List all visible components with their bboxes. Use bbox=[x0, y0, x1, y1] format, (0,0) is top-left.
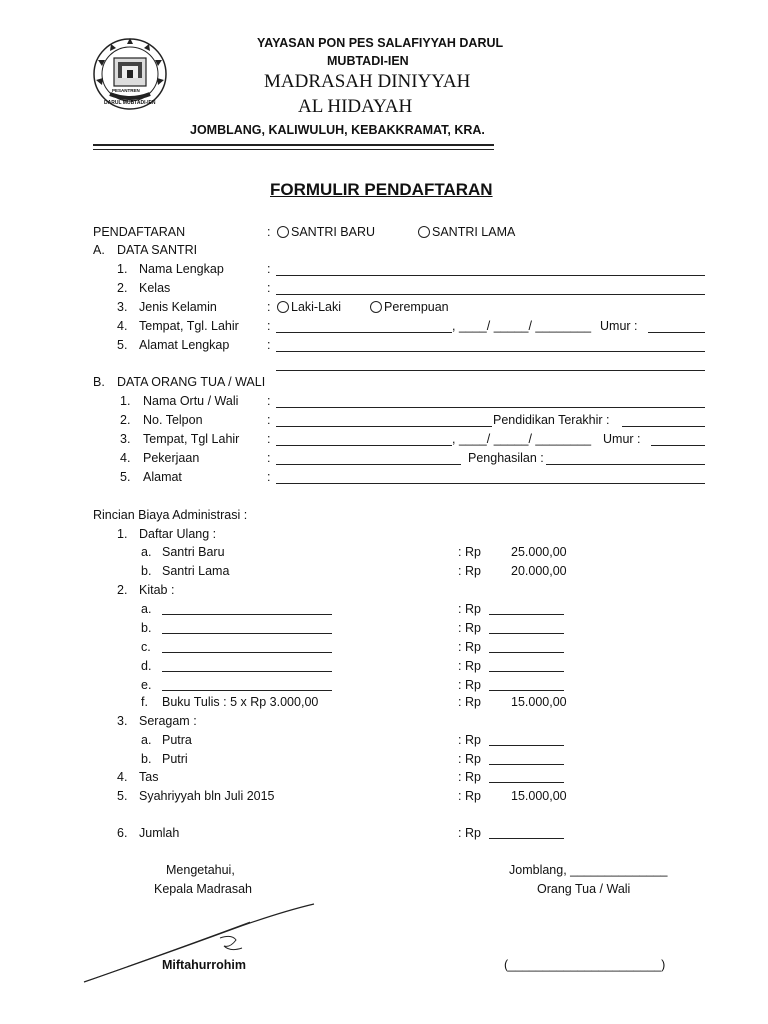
kitab-name-field[interactable] bbox=[162, 652, 332, 653]
option-laki-laki-label: Laki-Laki bbox=[291, 300, 342, 314]
kitab-name-field[interactable] bbox=[162, 671, 332, 672]
option-santri-baru-label: SANTRI BARU bbox=[291, 225, 376, 239]
kitab-letter: a. bbox=[141, 602, 152, 616]
fee-rp: : Rp bbox=[458, 545, 481, 559]
fee-amount: 20.000,00 bbox=[511, 564, 567, 578]
kitab-name-field[interactable] bbox=[162, 690, 332, 691]
header-divider-thick bbox=[93, 144, 494, 146]
ortu-tanggal-lahir-field[interactable]: , ____/ _____/ ________ bbox=[452, 432, 592, 446]
fee-group-num: 5. bbox=[117, 789, 128, 803]
radio-santri-baru[interactable] bbox=[277, 226, 289, 238]
fee-group-num: 6. bbox=[117, 826, 128, 840]
section-a-item-num: 4. bbox=[117, 319, 128, 333]
fee-item-label: Putra bbox=[162, 733, 192, 747]
fee-group-label: Syahriyyah bln Juli 2015 bbox=[139, 789, 275, 803]
fee-rp: : Rp bbox=[458, 602, 481, 616]
form-title: FORMULIR PENDAFTARAN bbox=[270, 180, 493, 199]
fee-rp: : Rp bbox=[458, 564, 481, 578]
section-b-item-label: No. Telpon bbox=[143, 413, 203, 427]
kitab-letter: f. bbox=[141, 695, 148, 709]
option-laki-laki[interactable] bbox=[277, 300, 341, 314]
registration-colon: : bbox=[267, 225, 271, 239]
fee-group-label: Kitab : bbox=[139, 583, 175, 597]
fee-group-num: 1. bbox=[117, 527, 128, 541]
colon: : bbox=[267, 451, 271, 465]
radio-santri-lama[interactable] bbox=[418, 226, 430, 238]
fee-rp: : Rp bbox=[458, 752, 481, 766]
section-b-heading: DATA ORANG TUA / WALI bbox=[117, 375, 266, 389]
ortu-umur-label: Umur : bbox=[603, 432, 641, 446]
kitab-amount-field[interactable] bbox=[489, 614, 564, 615]
foundation-line2: MUBTADI-IEN bbox=[327, 54, 409, 68]
fee-group-label: Seragam : bbox=[139, 714, 197, 728]
kitab-amount-field[interactable] bbox=[489, 690, 564, 691]
kitab-amount-field[interactable] bbox=[489, 633, 564, 634]
penghasilan-field[interactable] bbox=[546, 464, 705, 465]
header-divider-thin bbox=[93, 149, 494, 150]
ortu-alamat-field[interactable] bbox=[276, 483, 705, 484]
colon: : bbox=[267, 300, 271, 314]
section-a-item-label: Kelas bbox=[139, 281, 171, 295]
colon: : bbox=[267, 432, 271, 446]
fee-item-letter: a. bbox=[141, 545, 152, 559]
pekerjaan-field[interactable] bbox=[276, 464, 461, 465]
fee-rp: : Rp bbox=[458, 826, 481, 840]
kitab-name-field[interactable] bbox=[162, 633, 332, 634]
logo-text-bottom: DARUL MUBTADI-IEN bbox=[104, 100, 156, 106]
school-logo bbox=[92, 36, 168, 112]
fee-rp: : Rp bbox=[458, 770, 481, 784]
section-b-item-label: Nama Ortu / Wali bbox=[143, 394, 239, 408]
option-perempuan-label: Perempuan bbox=[384, 300, 449, 314]
kitab-f-label: Buku Tulis : 5 x Rp 3.000,00 bbox=[162, 695, 319, 709]
kelas-field[interactable] bbox=[276, 294, 705, 295]
option-santri-baru[interactable] bbox=[277, 225, 375, 239]
fee-item-label: Santri Baru bbox=[162, 545, 225, 559]
colon: : bbox=[267, 394, 271, 408]
tanggal-lahir-field[interactable]: , ____/ _____/ ________ bbox=[452, 319, 592, 333]
section-a-heading: DATA SANTRI bbox=[117, 243, 198, 257]
seragam-putri-field[interactable] bbox=[489, 764, 564, 765]
fee-amount: 15.000,00 bbox=[511, 695, 567, 709]
seragam-putra-field[interactable] bbox=[489, 745, 564, 746]
kitab-amount-field[interactable] bbox=[489, 671, 564, 672]
handwritten-signature bbox=[80, 898, 320, 988]
section-a-item-num: 5. bbox=[117, 338, 128, 352]
option-santri-lama-label: SANTRI LAMA bbox=[432, 225, 516, 239]
fee-group-label: Tas bbox=[139, 770, 159, 784]
fee-rp: : Rp bbox=[458, 789, 481, 803]
fee-item-letter: b. bbox=[141, 752, 152, 766]
jumlah-field[interactable] bbox=[489, 838, 564, 839]
umur-label: Umur : bbox=[600, 319, 638, 333]
registration-label: PENDAFTARAN bbox=[93, 225, 186, 239]
colon: : bbox=[267, 319, 271, 333]
nama-ortu-field[interactable] bbox=[276, 407, 705, 408]
colon: : bbox=[267, 281, 271, 295]
tempat-lahir-field[interactable] bbox=[276, 332, 452, 333]
foundation-line1: YAYASAN PON PES SALAFIYYAH DARUL bbox=[257, 36, 504, 50]
colon: : bbox=[267, 338, 271, 352]
kitab-letter: e. bbox=[141, 678, 152, 692]
pendidikan-field[interactable] bbox=[622, 426, 705, 427]
section-b-item-num: 2. bbox=[120, 413, 131, 427]
fees-heading: Rincian Biaya Administrasi : bbox=[93, 508, 248, 522]
section-a-item-label: Jenis Kelamin bbox=[139, 300, 217, 314]
signature-right-name[interactable]: (______________________) bbox=[504, 958, 666, 972]
fee-rp: : Rp bbox=[458, 695, 481, 709]
kitab-letter: b. bbox=[141, 621, 152, 635]
logo-text-top: PESANTREN bbox=[112, 88, 140, 93]
nama-lengkap-field[interactable] bbox=[276, 275, 705, 276]
kitab-amount-field[interactable] bbox=[489, 652, 564, 653]
fee-rp: : Rp bbox=[458, 640, 481, 654]
section-b-item-num: 5. bbox=[120, 470, 131, 484]
section-a-num: A. bbox=[93, 243, 105, 257]
ortu-umur-field[interactable] bbox=[651, 445, 705, 446]
kitab-letter: d. bbox=[141, 659, 152, 673]
fee-group-label: Jumlah bbox=[139, 826, 180, 840]
section-a-item-label: Tempat, Tgl. Lahir bbox=[139, 319, 239, 333]
section-a-item-label: Nama Lengkap bbox=[139, 262, 224, 276]
signature-left-line2: Kepala Madrasah bbox=[154, 882, 252, 896]
alamat-field-2[interactable] bbox=[276, 370, 705, 371]
school-name-line1: MADRASAH DINIYYAH bbox=[264, 71, 471, 92]
signature-right-line1: Jomblang, ______________ bbox=[509, 863, 668, 877]
section-a-item-num: 2. bbox=[117, 281, 128, 295]
section-b-item-num: 1. bbox=[120, 394, 131, 408]
radio-laki-laki[interactable] bbox=[277, 301, 289, 313]
section-b-item-label: Tempat, Tgl Lahir bbox=[143, 432, 240, 446]
school-name-line2: AL HIDAYAH bbox=[298, 96, 413, 117]
fee-item-letter: b. bbox=[141, 564, 152, 578]
section-b-item-label: Alamat bbox=[143, 470, 182, 484]
fee-group-num: 4. bbox=[117, 770, 128, 784]
ortu-tempat-lahir-field[interactable] bbox=[276, 445, 452, 446]
tas-field[interactable] bbox=[489, 782, 564, 783]
section-a-item-label: Alamat Lengkap bbox=[139, 338, 230, 352]
fee-amount: 15.000,00 bbox=[511, 789, 567, 803]
section-b-item-num: 4. bbox=[120, 451, 131, 465]
signature-left-line1: Mengetahui, bbox=[166, 863, 235, 877]
option-perempuan[interactable] bbox=[370, 300, 449, 314]
section-a-item-num: 3. bbox=[117, 300, 128, 314]
section-b-num: B. bbox=[93, 375, 105, 389]
fee-amount: 25.000,00 bbox=[511, 545, 567, 559]
fee-item-label: Putri bbox=[162, 752, 188, 766]
colon: : bbox=[267, 413, 271, 427]
telpon-field[interactable] bbox=[276, 426, 492, 427]
radio-perempuan[interactable] bbox=[370, 301, 382, 313]
fee-item-letter: a. bbox=[141, 733, 152, 747]
penghasilan-label: Penghasilan : bbox=[468, 451, 544, 465]
fee-rp: : Rp bbox=[458, 659, 481, 673]
fee-item-label: Santri Lama bbox=[162, 564, 230, 578]
colon: : bbox=[267, 262, 271, 276]
section-b-item-label: Pekerjaan bbox=[143, 451, 200, 465]
option-santri-lama[interactable] bbox=[418, 225, 515, 239]
alamat-field-1[interactable] bbox=[276, 351, 705, 352]
fee-group-label: Daftar Ulang : bbox=[139, 527, 217, 541]
fee-rp: : Rp bbox=[458, 733, 481, 747]
fee-group-num: 3. bbox=[117, 714, 128, 728]
fee-rp: : Rp bbox=[458, 678, 481, 692]
fee-group-num: 2. bbox=[117, 583, 128, 597]
kitab-name-field[interactable] bbox=[162, 614, 332, 615]
section-a-item-num: 1. bbox=[117, 262, 128, 276]
school-address: JOMBLANG, KALIWULUH, KEBAKKRAMAT, KRA. bbox=[190, 123, 485, 137]
kitab-letter: c. bbox=[141, 640, 151, 654]
fee-rp: : Rp bbox=[458, 621, 481, 635]
colon: : bbox=[267, 470, 271, 484]
signature-left-name: Miftahurrohim bbox=[162, 958, 247, 972]
signature-right-line2: Orang Tua / Wali bbox=[537, 882, 631, 896]
section-b-item-num: 3. bbox=[120, 432, 131, 446]
umur-field[interactable] bbox=[648, 332, 705, 333]
pendidikan-label: Pendidikan Terakhir : bbox=[493, 413, 610, 427]
